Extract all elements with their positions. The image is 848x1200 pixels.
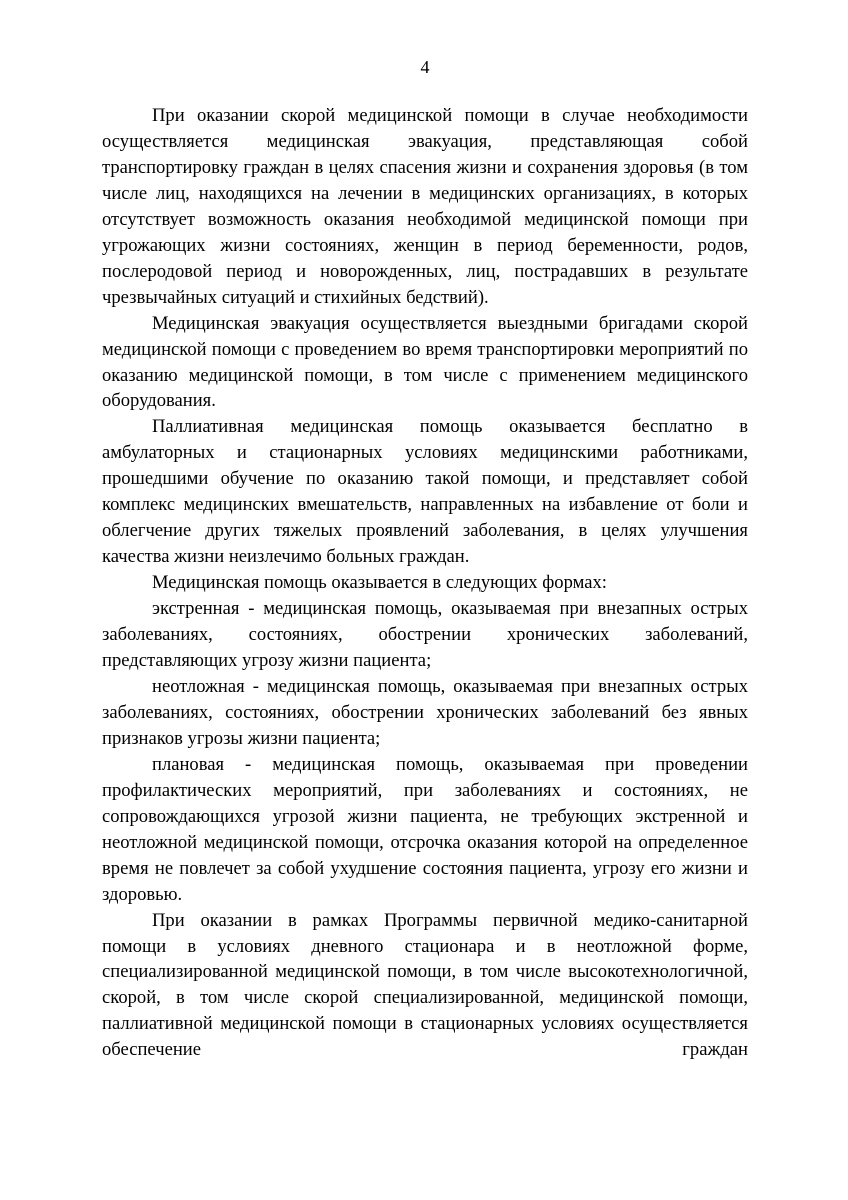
paragraph-medical-evacuation-teams: Медицинская эвакуация осуществляется выездными бригадами скорой медицинской помощи с проведением во время транспортировки мероприятий по оказанию медицинской помощи, в том числе с применением медицинского оборудования. xyxy=(102,312,748,412)
paragraph-form-urgent: неотложная - медицинская помощь, оказываемая при внезапных острых заболеваниях, состояниях, обострении хронических заболеваний без явных признаков угрозы жизни пациента; xyxy=(102,675,748,749)
paragraph-palliative-care: Паллиативная медицинская помощь оказывается бесплатно в амбулаторных и стационарных условиях медицинскими работниками, прошедшими обучение по оказанию такой помощи, и представляет собой комплекс медицинских вмешательств, направленных на избавление от боли и облегчение других тяжелых проявлений заболевания, в целях улучшения качества жизни неизлечимо больных граждан. xyxy=(102,416,748,568)
paragraph-medical-evacuation-intro: При оказании скорой медицинской помощи в случае необходимости осуществляется медицинская эвакуация, представляющая собой транспортировку граждан в целях спасения жизни и сохранения здоровья (в том числе лиц, находящихся на лечении в медицинских организациях, в которых отсутствует возможность оказания необходимой медицинской помощи при угрожающих жизни состояниях, женщин в период беременности, родов, послеродовой период и новорожденных, лиц, пострадавших в результате чрезвычайных ситуаций и стихийных бедствий). xyxy=(102,105,748,308)
document-body xyxy=(102,103,748,1063)
paragraph-form-emergency: экстренная - медицинская помощь, оказываемая при внезапных острых заболеваниях, состояниях, обострении хронических заболеваний, представляющих угрозу жизни пациента; xyxy=(102,598,748,672)
paragraph-program-provision: При оказании в рамках Программы первичной медико-санитарной помощи в условиях дневного стационара и в неотложной форме, специализированной медицинской помощи, в том числе высокотехнологичной, скорой, в том числе скорой специализированной, медицинской помощи, паллиативной медицинской помощи в стационарных условиях осуществляется обеспечение граждан xyxy=(102,909,748,1061)
paragraph-form-planned: плановая - медицинская помощь, оказываемая при проведении профилактических мероприятий, при заболеваниях и состояниях, не сопровождающихся угрозой жизни пациента, не требующих экстренной и неотложной медицинской помощи, отсрочка оказания которой на определенное время не повлечет за собой ухудшение состояния пациента, угрозу его жизни и здоровью. xyxy=(102,753,748,905)
paragraph-care-forms-heading: Медицинская помощь оказывается в следующих формах: xyxy=(152,572,607,594)
page-number: 4 xyxy=(420,57,430,77)
